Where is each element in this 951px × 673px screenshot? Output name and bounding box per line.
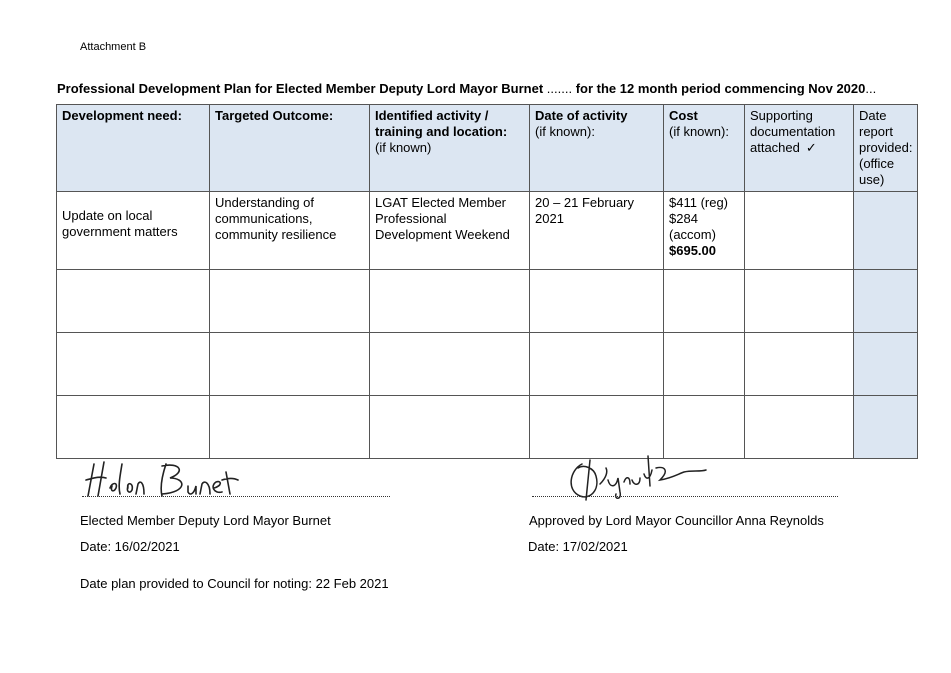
cell-empty xyxy=(370,270,530,333)
cost-reg: $411 (reg) xyxy=(669,195,729,210)
cell-date-of-activity: 20 – 21 February 2021 xyxy=(530,192,664,270)
title-dots: ....... xyxy=(546,81,573,96)
cell-empty xyxy=(530,333,664,396)
cell-empty xyxy=(664,270,745,333)
cell-empty xyxy=(57,396,210,459)
title-period: for the 12 month period commencing Nov 2020 xyxy=(575,81,866,96)
title-dots-end: ... xyxy=(865,81,877,96)
cell-empty xyxy=(57,333,210,396)
cell-empty xyxy=(664,333,745,396)
header-cost: Cost (if known): xyxy=(664,105,745,192)
signature-line-left xyxy=(82,496,390,497)
signatory-label-right: Approved by Lord Mayor Councillor Anna Reynolds xyxy=(529,513,824,528)
cell-empty xyxy=(745,396,854,459)
header-date-report-provided: Date report provided: (office use) xyxy=(854,105,918,192)
table-header-row xyxy=(57,105,918,192)
table-row xyxy=(57,333,918,396)
header-supporting-documentation: Supporting documentation attached ✓ xyxy=(745,105,854,192)
signatory-label-left: Elected Member Deputy Lord Mayor Burnet xyxy=(80,513,331,528)
table-row xyxy=(57,192,918,270)
title-main: Professional Development Plan for Elected Member Deputy Lord Mayor Burnet xyxy=(57,81,544,96)
cell-office-empty xyxy=(854,396,918,459)
cell-targeted-outcome: Understanding of communications, community resilience xyxy=(210,192,370,270)
signatory-date-right: Date: 17/02/2021 xyxy=(528,539,628,554)
attachment-label: Attachment B xyxy=(80,41,147,53)
header-date-of-activity: Date of activity (if known): xyxy=(530,105,664,192)
signatory-date-left: Date: 16/02/2021 xyxy=(80,539,180,554)
cell-empty xyxy=(530,270,664,333)
table-row xyxy=(57,396,918,459)
cost-total: $695.00 xyxy=(669,243,716,258)
cell-date-report-provided xyxy=(854,192,918,270)
cell-empty xyxy=(210,333,370,396)
cell-empty xyxy=(57,270,210,333)
cell-empty xyxy=(210,396,370,459)
header-identified-activity: Identified activity / training and location: (if known) xyxy=(370,105,530,192)
council-noting-date: Date plan provided to Council for noting: 22 Feb 2021 xyxy=(80,576,389,591)
cell-identified-activity: LGAT Elected Member Professional Development Weekend xyxy=(370,192,530,270)
cell-office-empty xyxy=(854,270,918,333)
cell-empty xyxy=(745,270,854,333)
signature-burnet xyxy=(82,458,242,500)
page-title xyxy=(57,81,876,96)
cell-cost xyxy=(664,192,745,270)
cell-empty xyxy=(210,270,370,333)
cell-development-need: Update on local government matters xyxy=(57,192,210,270)
header-development-need: Development need: xyxy=(57,105,210,192)
check-icon: ✓ xyxy=(805,140,817,155)
signature-line-right xyxy=(532,496,838,497)
development-plan-table xyxy=(56,104,918,459)
cost-accom: $284 (accom) xyxy=(669,211,716,242)
cell-office-empty xyxy=(854,333,918,396)
cell-supporting-documentation xyxy=(745,192,854,270)
cell-empty xyxy=(370,333,530,396)
header-targeted-outcome: Targeted Outcome: xyxy=(210,105,370,192)
table-row xyxy=(57,270,918,333)
cell-empty xyxy=(745,333,854,396)
cell-empty xyxy=(370,396,530,459)
